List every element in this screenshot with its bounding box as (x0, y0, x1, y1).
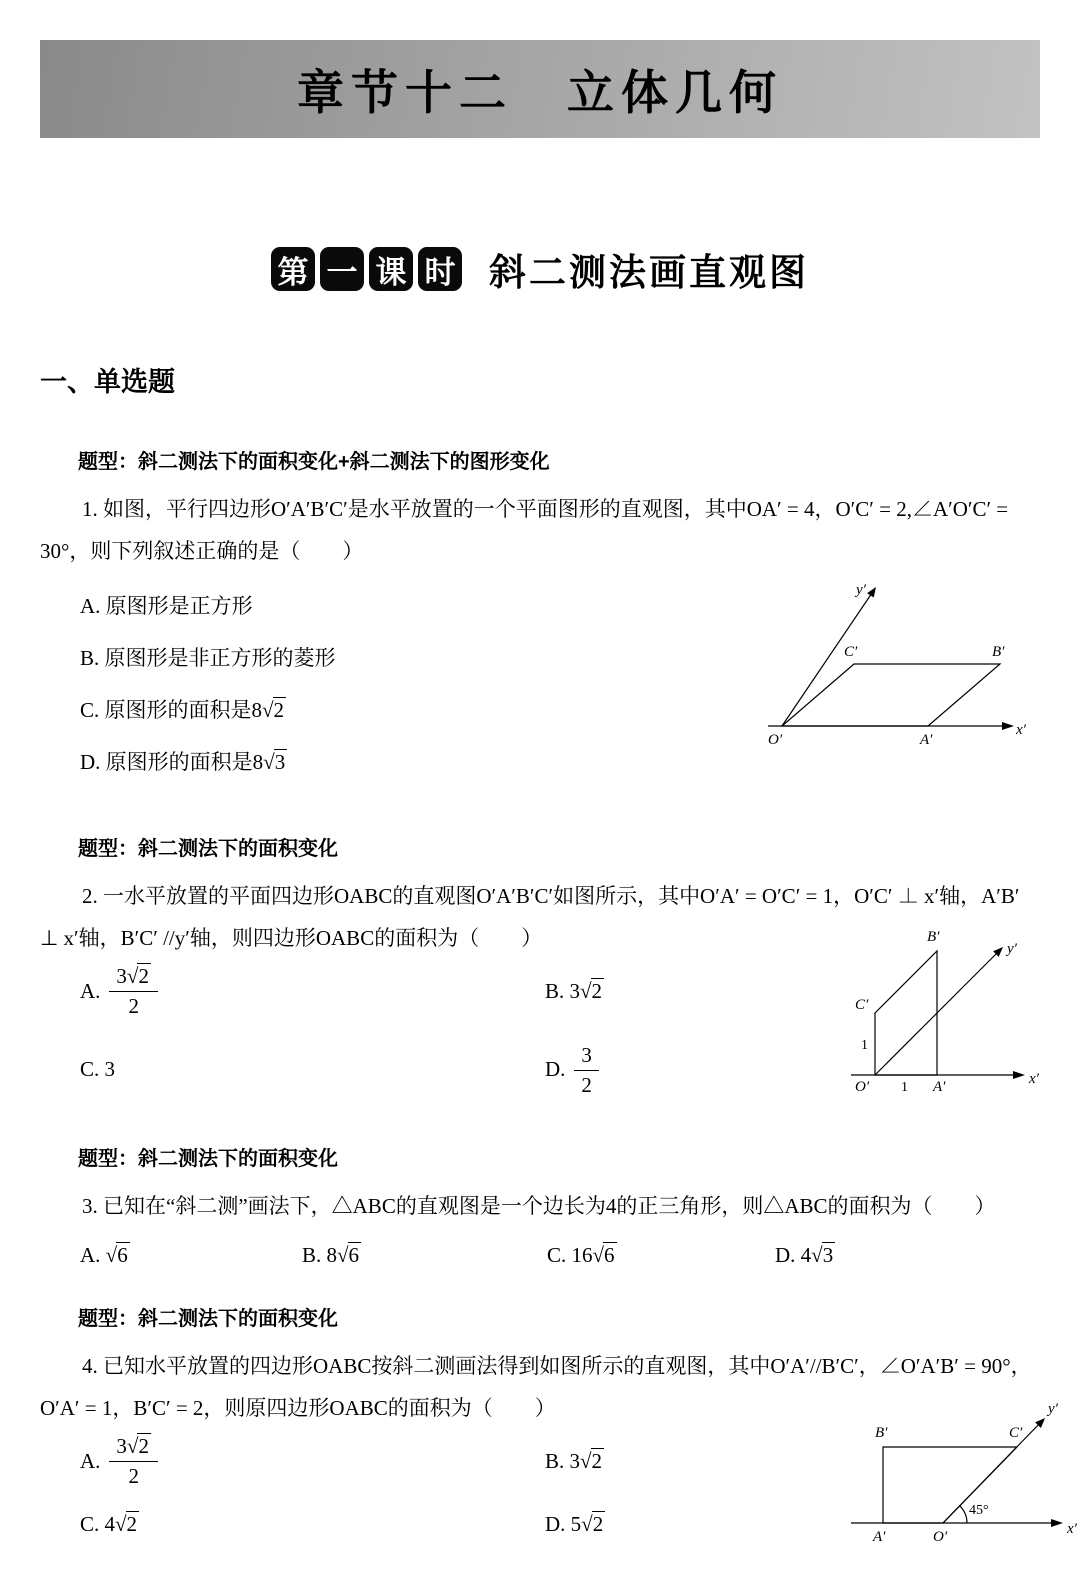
chapter-banner-title: 章节十二 立体几何 (297, 65, 783, 119)
option-d: D. 5√2 (545, 1511, 604, 1536)
parallelogram (782, 664, 1000, 726)
question-stem: 3. 已知在“斜二测”画法下，△ABC的直观图是一个边长为4的正三角形，则△ABC的面积为（ ） (82, 1194, 996, 1218)
vertex-label-b: B′ (927, 929, 940, 945)
question-1-block (40, 445, 1040, 798)
option-d (545, 1042, 845, 1099)
q4-body (40, 1401, 1077, 1556)
lesson-badge-char-4: 时 (418, 247, 462, 291)
option-a-fraction (109, 1433, 158, 1490)
vertex-label-o: O′ (855, 1079, 870, 1095)
option-c: C. 原图形的面积是8√2 (80, 698, 285, 722)
x-axis-arrow-icon (1002, 722, 1014, 730)
vertex-label-o: O′ (768, 732, 783, 748)
x-axis-label: x′ (1029, 1071, 1039, 1087)
option-c: C. 4√2 (80, 1511, 138, 1536)
question-type-label: 题型：斜二测法下的面积变化 (78, 1148, 338, 1170)
option-b: B. 原图形是非正方形的菱形 (80, 646, 336, 670)
option-a (80, 1433, 545, 1490)
y-axis (782, 590, 874, 726)
q2-options (80, 963, 845, 1098)
fraction-numerator: 3√2 (109, 1433, 158, 1462)
option-a (80, 963, 545, 1020)
lesson-title-row (40, 242, 1040, 296)
q1-body (40, 576, 1040, 798)
q1-options (80, 576, 336, 798)
section-title: 一、单选题 (40, 367, 175, 397)
option-d-label: D. (545, 1057, 566, 1082)
quadrilateral (875, 951, 937, 1075)
option-c: C. 16√6 (547, 1243, 615, 1267)
angle-label: 45° (969, 1503, 989, 1518)
unit-label-vertical: 1 (861, 1038, 868, 1053)
q4-options (80, 1433, 845, 1537)
x-axis-arrow-icon (1051, 1519, 1063, 1527)
lesson-title: 斜二测法画直观图 (489, 252, 809, 293)
q2-body (40, 929, 1040, 1108)
vertex-label-a: A′ (933, 1079, 946, 1095)
option-a: A. 原图形是正方形 (80, 594, 253, 618)
option-a-label: A. (80, 1448, 101, 1473)
question-stem: 4. 已知水平放置的四边形OABC按斜二测画法得到如图所示的直观图，其中O′A′//B′C′，∠O′A′B′ = 90°，O′A′ = 1，B′C′ = 2，则原四边形OABC的面积为（ ） (40, 1354, 1032, 1420)
fraction-denominator: 2 (128, 1464, 139, 1489)
q2-diagram (845, 915, 1050, 1108)
question-3-block (40, 1142, 1040, 1268)
x-axis-label: x′ (1067, 1521, 1077, 1537)
fraction-numerator: 3 (574, 1042, 599, 1071)
question-stem: 2. 一水平放置的平面四边形OABC的直观图O′A′B′C′如图所示，其中O′A′ = O′C′ = 1，O′C′ ⊥ x′轴，A′B′ ⊥ x′轴，B′C′ //y′轴，则四边形OABC的面积为（ ） (40, 884, 1020, 950)
lesson-badge-char-2: 一 (320, 247, 364, 291)
vertex-label-o: O′ (933, 1529, 948, 1545)
vertex-label-a: A′ (920, 732, 933, 748)
q1-diagram-svg (760, 576, 1040, 754)
option-a-fraction (109, 963, 158, 1020)
option-d: D. 4√3 (775, 1243, 834, 1267)
option-d-fraction (574, 1042, 599, 1099)
question-stem: 1. 如图，平行四边形O′A′B′C′是水平放置的一个平面图形的直观图，其中OA′ = 4，O′C′ = 2,∠A′O′C′ = 30°，则下列叙述正确的是（ ） (40, 497, 1009, 563)
vertex-label-b: B′ (875, 1425, 888, 1441)
q3-options (80, 1243, 1040, 1268)
q4-diagram (845, 1393, 1080, 1556)
option-b: B. 3√2 (545, 1448, 603, 1473)
option-d: D. 原图形的面积是8√3 (80, 750, 286, 774)
lesson-badge-char-1: 第 (271, 247, 315, 291)
x-axis-arrow-icon (1013, 1071, 1025, 1079)
lesson-badge-char-3: 课 (369, 247, 413, 291)
y-axis-label: y′ (1007, 941, 1017, 957)
q1-diagram (760, 576, 1040, 759)
x-axis-label: x′ (1016, 722, 1026, 738)
option-a: A. √6 (80, 1243, 128, 1267)
option-c: C. 3 (80, 1057, 116, 1082)
quadrilateral (883, 1447, 1017, 1523)
option-b: B. 3√2 (545, 978, 603, 1003)
vertex-label-c: C′ (844, 644, 858, 660)
vertex-label-c: C′ (855, 997, 869, 1013)
vertex-label-c: C′ (1009, 1425, 1023, 1441)
unit-label-horizontal: 1 (901, 1080, 908, 1095)
option-b: B. 8√6 (302, 1243, 360, 1267)
chapter-banner (40, 40, 1040, 138)
question-type-label: 题型：斜二测法下的面积变化 (78, 838, 338, 860)
vertex-label-a: A′ (873, 1529, 886, 1545)
q2-diagram-svg (845, 915, 1050, 1103)
angle-arc (960, 1506, 967, 1523)
question-type-label: 题型：斜二测法下的面积变化 (78, 1308, 338, 1330)
fraction-denominator: 2 (128, 994, 139, 1019)
fraction-numerator: 3√2 (109, 963, 158, 992)
question-2-block (40, 832, 1040, 1108)
vertex-label-b: B′ (992, 644, 1005, 660)
y-axis-arrow-icon (867, 587, 876, 598)
q4-diagram-svg (845, 1393, 1080, 1551)
option-a-label: A. (80, 978, 101, 1003)
question-4-block (40, 1302, 1077, 1556)
fraction-denominator: 2 (581, 1072, 592, 1097)
y-axis-label: y′ (1048, 1401, 1058, 1417)
y-axis-label: y′ (856, 582, 866, 598)
question-type-label: 题型：斜二测法下的面积变化+斜二测法下的图形变化 (78, 451, 550, 473)
